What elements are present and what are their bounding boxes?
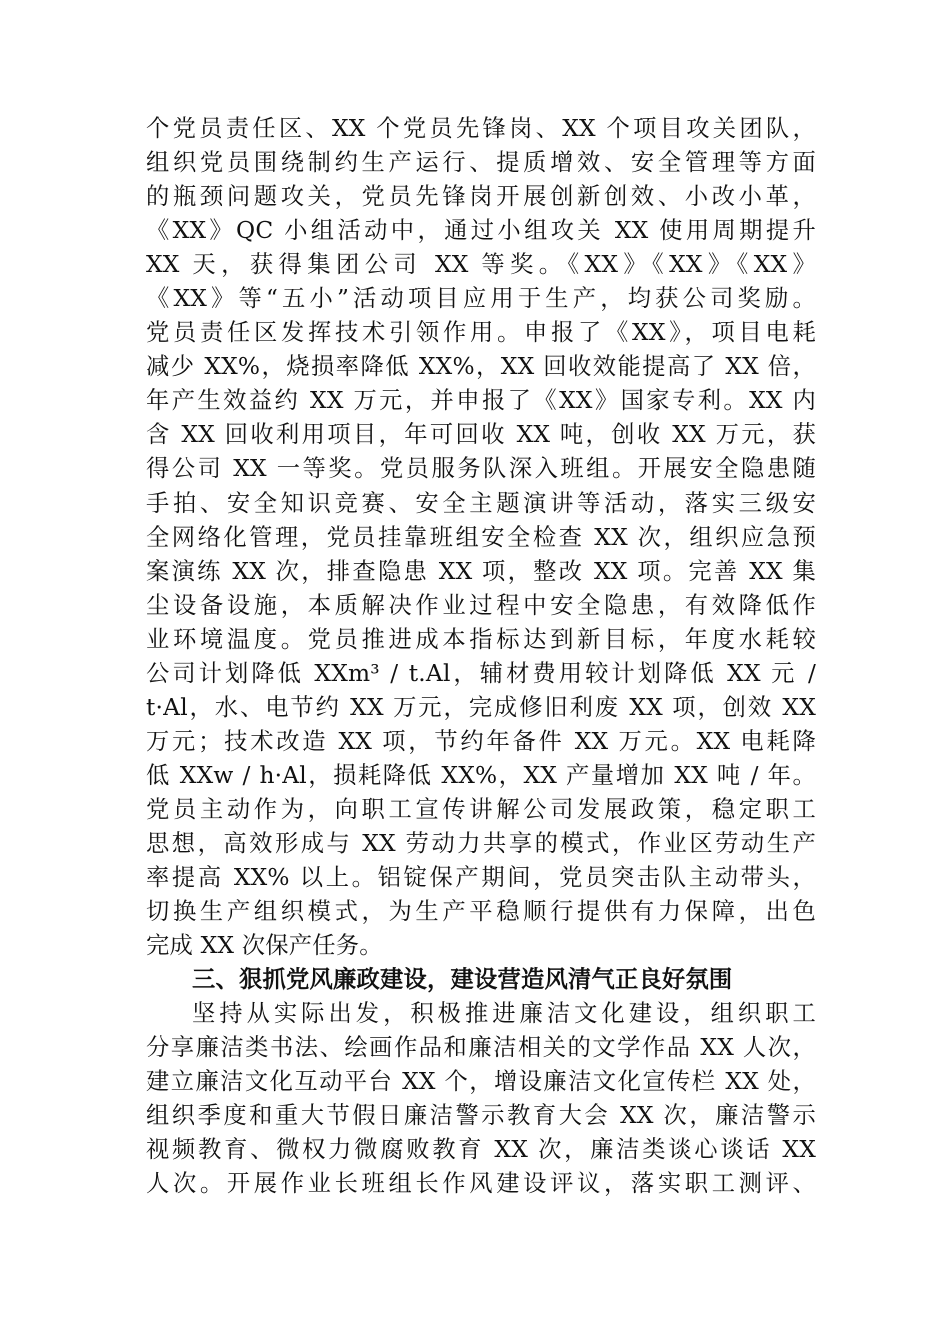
- text-line: 的瓶颈问题攻关，党员先锋岗开展创新创效、小改小革，: [146, 183, 816, 211]
- text-line: 低 XXw / h·Al，损耗降低 XX%，XX 产量增加 XX 吨 / 年。: [146, 761, 816, 789]
- text-line: 组织党员围绕制约生产运行、提质增效、安全管理等方面: [146, 149, 816, 177]
- text-line: 视频教育、微权力微腐败教育 XX 次，廉洁类谈心谈话 XX: [146, 1136, 816, 1164]
- text-line: 万元；技术改造 XX 项，节约年备件 XX 万元。XX 电耗降: [146, 727, 816, 755]
- text-line: 含 XX 回收利用项目，年可回收 XX 吨，创收 XX 万元，获: [146, 421, 816, 449]
- text-line: XX 天，获得集团公司 XX 等奖。《XX》《XX》《XX》: [146, 251, 816, 279]
- text-line: 率提高 XX% 以上。铝锭保产期间，党员突击队主动带头，: [146, 864, 816, 892]
- text-line: 得公司 XX 一等奖。党员服务队深入班组。开展安全隐患随: [146, 455, 816, 483]
- text-line: 减少 XX%，烧损率降低 XX%，XX 回收效能提高了 XX 倍，: [146, 353, 816, 381]
- text-line: 分享廉洁类书法、绘画作品和廉洁相关的文学作品 XX 人次，: [146, 1034, 816, 1062]
- text-line: 组织季度和重大节假日廉洁警示教育大会 XX 次，廉洁警示: [146, 1102, 816, 1130]
- text-line: 公司计划降低 XXm³ / t.Al，辅材费用较计划降低 XX 元 /: [146, 659, 816, 687]
- text-line: 人次。开展作业长班组长作风建设评议，落实职工测评、: [146, 1170, 816, 1198]
- body-text: [146, 112, 816, 1202]
- text-line: 《XX》QC 小组活动中，通过小组攻关 XX 使用周期提升: [146, 217, 816, 245]
- text-line: 案演练 XX 次，排查隐患 XX 项，整改 XX 项。完善 XX 集: [146, 557, 816, 585]
- text-line: 建立廉洁文化互动平台 XX 个，增设廉洁文化宣传栏 XX 处，: [146, 1068, 816, 1096]
- text-line: 党员责任区发挥技术引领作用。申报了《XX》，项目电耗: [146, 319, 816, 347]
- text-line: 业环境温度。党员推进成本指标达到新目标，年度水耗较: [146, 625, 816, 653]
- text-line: 尘设备设施，本质解决作业过程中安全隐患，有效降低作: [146, 591, 816, 619]
- text-line: t·Al，水、电节约 XX 万元，完成修旧利废 XX 项，创效 XX: [146, 693, 816, 721]
- text-line: 切换生产组织模式，为生产平稳顺行提供有力保障，出色: [146, 898, 816, 926]
- text-line: 全网络化管理，党员挂靠班组安全检查 XX 次，组织应急预: [146, 523, 816, 551]
- text-line: 《XX》等“五小”活动项目应用于生产，均获公司奖励。: [146, 285, 816, 313]
- text-line: 年产生效益约 XX 万元，并申报了《XX》国家专利。XX 内: [146, 387, 816, 415]
- paragraph-end-line: 完成 XX 次保产任务。: [146, 932, 383, 960]
- paragraph-first-line: 坚持从实际出发，积极推进廉洁文化建设，组织职工: [192, 1000, 816, 1028]
- section-heading: 三、狠抓党风廉政建设，建设营造风清气正良好氛围: [192, 966, 733, 994]
- text-line: 思想，高效形成与 XX 劳动力共享的模式，作业区劳动生产: [146, 829, 816, 857]
- text-line: 党员主动作为，向职工宣传讲解公司发展政策，稳定职工: [146, 795, 816, 823]
- text-line: 个党员责任区、XX 个党员先锋岗、XX 个项目攻关团队，: [146, 115, 816, 142]
- text-line: 手拍、安全知识竞赛、安全主题演讲等活动，落实三级安: [146, 489, 816, 517]
